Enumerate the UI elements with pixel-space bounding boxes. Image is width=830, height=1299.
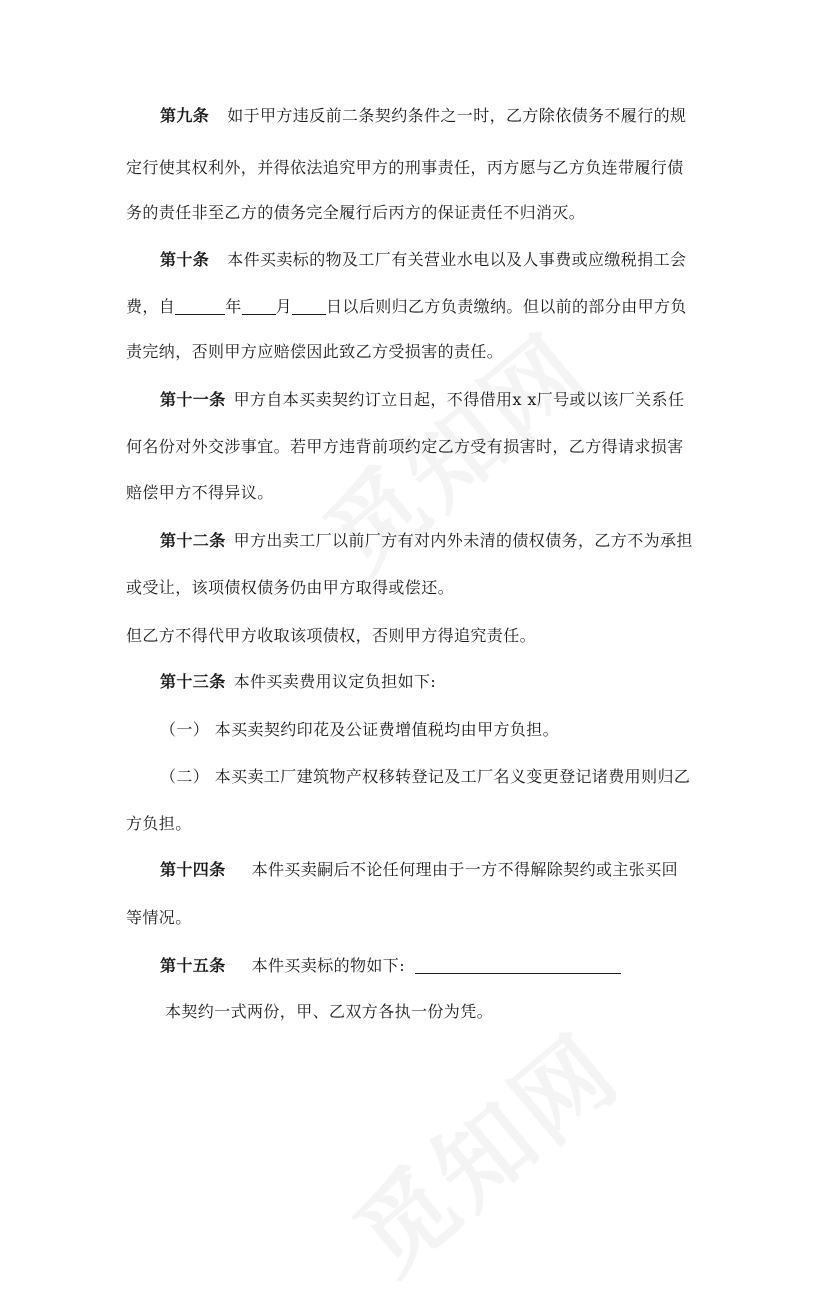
article-11-title: 第十一条: [160, 390, 226, 409]
article-13-item-2-cont: 方负担。: [126, 814, 192, 833]
article-9-line-3: 务的责任非至乙方的债务完全履行后丙方的保证责任不归消灭。: [126, 203, 586, 222]
month-blank: [242, 298, 276, 315]
watermark: [322, 998, 644, 1299]
article-10-line-2: [126, 297, 687, 317]
article-12-text: 甲方出卖工厂以前厂方有对内外未清的债权债务，乙方不为承担: [233, 531, 693, 550]
article-13-text: 本件买卖费用议定负担如下:: [233, 672, 437, 691]
article-14-line-1: [160, 860, 678, 880]
article-10-text: 月: [275, 297, 293, 316]
closing-statement: 本契约一式两份，甲、乙双方各执一份为凭。: [165, 1002, 494, 1021]
article-10-text: 费，自: [126, 297, 176, 316]
article-10-line-1: [160, 250, 686, 270]
article-13-item-2: （二） 本买卖工厂建筑物产权移转登记及工厂名义变更登记诸费用则归乙: [160, 767, 691, 786]
article-10-text: 本件买卖标的物及工厂有关营业水电以及人事费或应缴税捐工会: [227, 250, 687, 269]
article-10-title: 第十条: [160, 250, 210, 269]
article-14-title: 第十四条: [160, 860, 226, 879]
article-11-line-2: 何名份对外交涉事宜。若甲方违背前项约定乙方受有损害时，乙方得请求损害: [126, 437, 684, 456]
article-15-text: 本件买卖标的物如下:: [251, 956, 406, 975]
article-10-line-3: 责完纳，否则甲方应赔偿因此致乙方受损害的责任。: [126, 342, 504, 361]
article-13-title: 第十三条: [160, 672, 226, 691]
article-10-text: 年: [225, 297, 242, 316]
article-15-line-1: [160, 956, 621, 976]
article-13-item-1: （一） 本买卖契约印花及公证费增值税均由甲方负担。: [160, 720, 560, 739]
article-14-text: 本件买卖嗣后不论任何理由于一方不得解除契约或主张买回: [251, 860, 679, 879]
day-blank: [292, 298, 326, 315]
article-11-line-3: 赔偿甲方不得异议。: [126, 483, 274, 502]
article-15-title: 第十五条: [160, 956, 226, 975]
article-9-title: 第九条: [160, 106, 210, 125]
article-11-line-1: [160, 390, 684, 410]
year-blank: [175, 298, 225, 315]
subject-matter-blank: [415, 957, 621, 974]
article-9-line-1: [160, 106, 686, 126]
article-14-line-2: 等情况。: [126, 908, 192, 927]
article-9-text: 如于甲方违反前二条契约条件之一时，乙方除依债务不履行的规: [227, 106, 687, 125]
article-11-text: 甲方自本买卖契约订立日起，不得借用x x厂号或以该厂关系任: [233, 390, 685, 409]
article-10-text: 日以后则归乙方负责缴纳。但以前的部分由甲方负: [326, 297, 687, 316]
article-12-line-1: [160, 531, 693, 551]
article-12-line-3: 但乙方不得代甲方收取该项债权，否则甲方得追究责任。: [126, 626, 537, 645]
article-13-line-1: [160, 672, 436, 692]
article-12-line-2: 或受让，该项债权债务仍由甲方取得或偿还。: [126, 578, 455, 597]
article-12-title: 第十二条: [160, 531, 226, 550]
article-9-line-2: 定行使其权利外，并得依法追究甲方的刑事责任，丙方愿与乙方负连带履行债: [126, 158, 684, 177]
